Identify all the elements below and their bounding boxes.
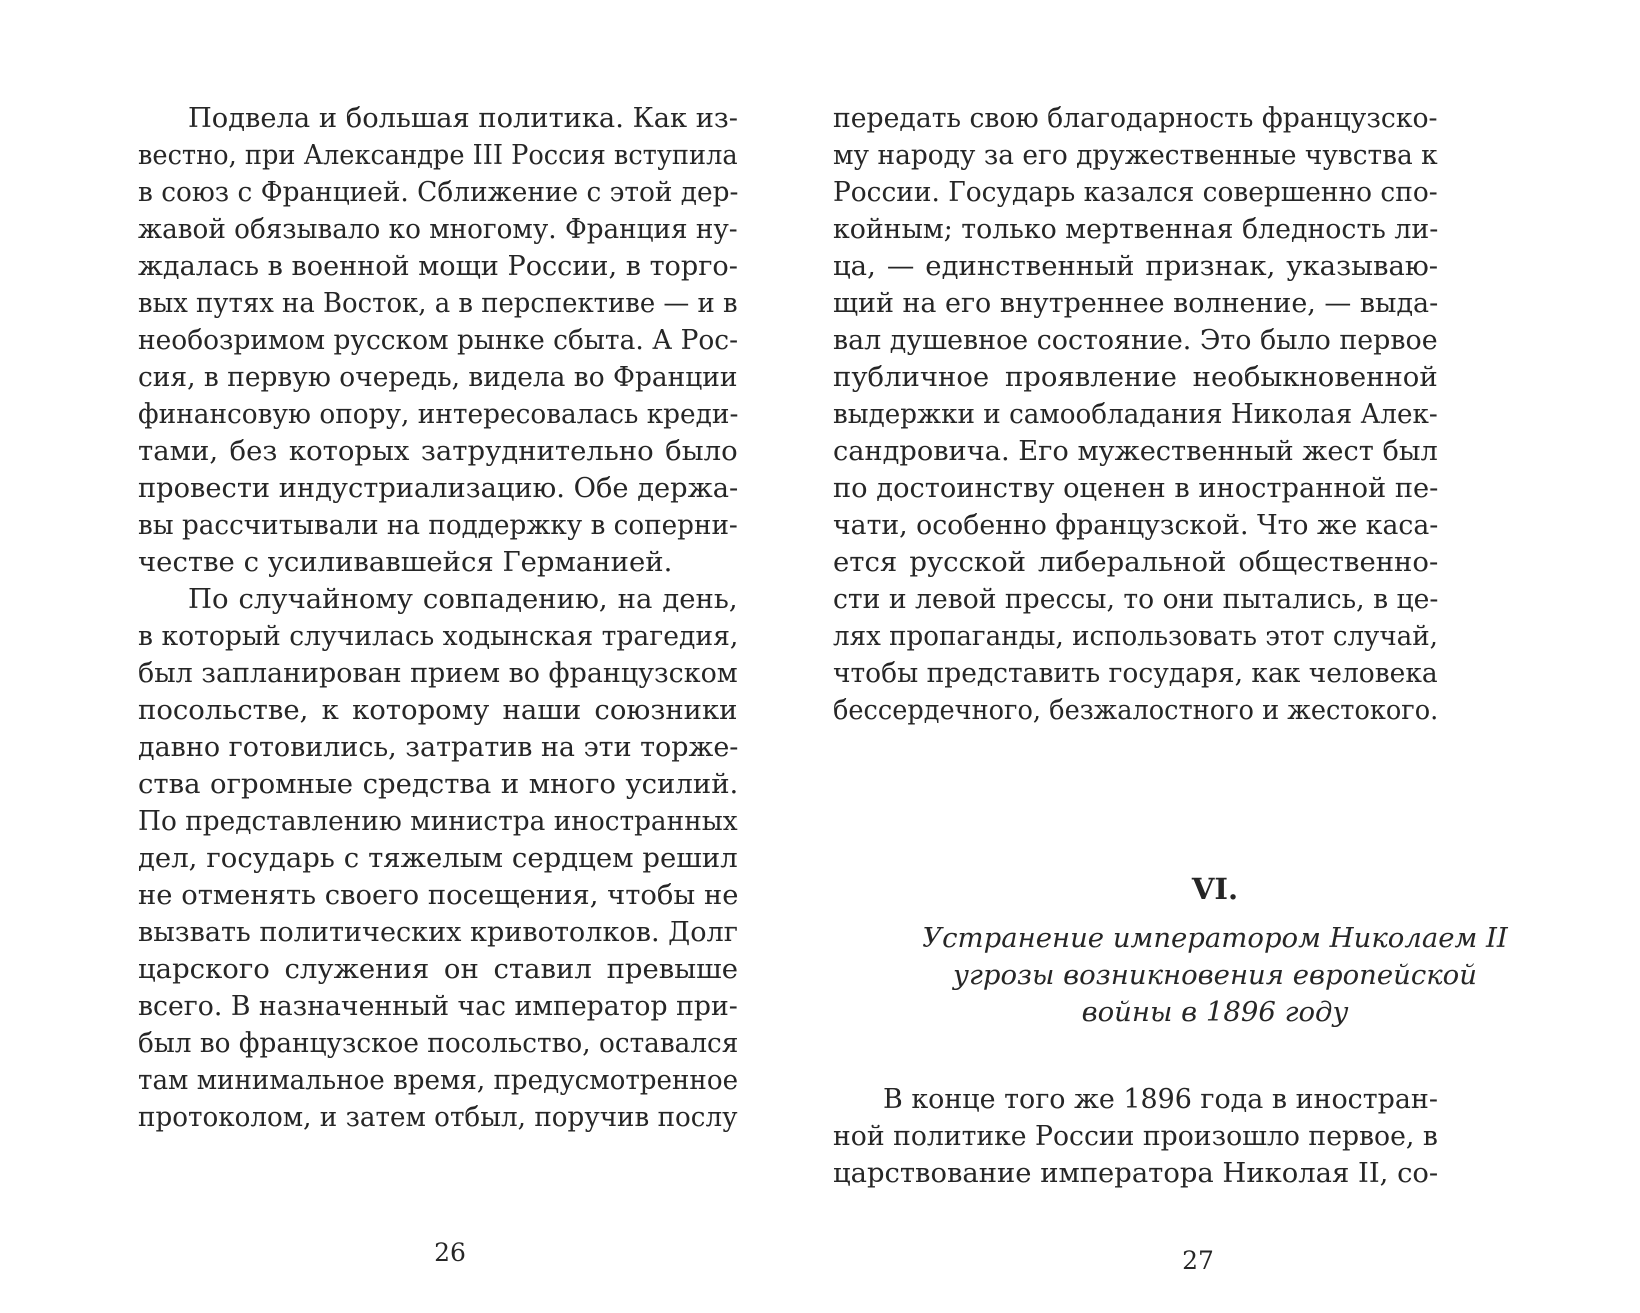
text-line: там минимальное время, предусмотренное	[138, 1064, 739, 1096]
text-line: вал душевное состояние. Это было первое	[833, 324, 1438, 356]
text-line: провести индустриализацию. Обе держа-	[138, 472, 739, 504]
right-page-number: 27	[1182, 1246, 1214, 1275]
text-line: был запланирован прием во французском	[138, 657, 738, 689]
text-line: посольстве, к которому наши союзники	[138, 694, 738, 726]
text-line: койным; только мертвенная бледность ли-	[833, 213, 1439, 245]
text-line: вызвать политических кривотолков. Долг	[138, 916, 738, 948]
text-line: бессердечного, безжалостного и жестокого.	[833, 694, 1439, 726]
text-line: выдержки и самообладания Николая Алек-	[833, 398, 1438, 430]
text-line: публичное проявление необыкновенной	[833, 361, 1438, 393]
text-line: ной политике России произошло первое, в	[833, 1120, 1438, 1152]
text-line: России. Государь казался совершенно спо-	[833, 176, 1438, 208]
text-line: честве с усиливавшейся Германией.	[138, 546, 673, 578]
text-line: ется русской либеральной общественно-	[833, 546, 1439, 578]
text-line: давно готовились, затратив на эти торже-	[138, 731, 739, 763]
text-line: передать свою благодарность французско-	[833, 102, 1438, 134]
text-line: му народу за его дружественные чувства к	[833, 139, 1438, 171]
text-line: сти и левой прессы, то они пытались, в це-	[833, 583, 1439, 615]
chapter-title-line: войны в 1896 году	[1081, 996, 1349, 1028]
text-line: чати, особенно французской. Что же каса-	[833, 509, 1439, 541]
text-line: не отменять своего посещения, чтобы не	[138, 879, 739, 911]
text-line: по достоинству оценен в иностранной пе-	[833, 472, 1439, 504]
chapter-title-line: угрозы возникновения европейской	[953, 959, 1477, 991]
text-line: лях пропаганды, использовать этот случай,	[833, 620, 1438, 652]
text-line: вестно, при Александре III Россия вступила	[138, 139, 738, 171]
text-line: чтобы представить государя, как человека	[833, 657, 1438, 689]
chapter-number: VI.	[1191, 872, 1239, 906]
left-page-number: 26	[434, 1238, 466, 1267]
right-page	[820, 0, 1640, 1313]
text-line: ства огромные средства и много усилий.	[138, 768, 739, 800]
text-line: вы рассчитывали на поддержку в соперни-	[138, 509, 738, 541]
text-line: необозримом русском рынке сбыта. А Рос-	[138, 324, 739, 356]
text-line: финансовую опору, интересовалась креди-	[138, 398, 739, 430]
text-line: протоколом, и затем отбыл, поручив послу	[138, 1101, 738, 1133]
chapter-title-line: Устранение императором Николаем II	[922, 922, 1508, 954]
text-line: дел, государь с тяжелым сердцем решил	[138, 842, 738, 874]
text-line: царского служения он ставил превыше	[138, 953, 738, 985]
text-line: жавой обязывало ко многому. Франция ну-	[138, 213, 738, 245]
text-line: всего. В назначенный час император при-	[138, 990, 738, 1022]
text-line: По представлению министра иностранных	[138, 805, 738, 837]
text-line: щий на его внутреннее волнение, — выда-	[833, 287, 1439, 319]
text-line: был во французское посольство, оставался	[138, 1027, 739, 1059]
text-line: вых путях на Восток, а в перспективе — и в	[138, 287, 738, 319]
text-line: По случайному совпадению, на день,	[188, 583, 738, 615]
text-line: сандровича. Его мужественный жест был	[833, 435, 1438, 467]
text-line: Подвела и большая политика. Как из-	[188, 102, 739, 134]
text-line: в союз с Францией. Сближение с этой дер-	[138, 176, 739, 208]
text-line: сия, в первую очередь, видела во Франции	[138, 361, 738, 393]
text-line: в который случилась ходынская трагедия,	[138, 620, 739, 652]
text-line: ца, — единственный признак, указываю-	[833, 250, 1439, 282]
text-line: В конце того же 1896 года в иностран-	[883, 1083, 1438, 1115]
text-line: тами, без которых затруднительно было	[138, 435, 738, 467]
text-line: царствование императора Николая II, со-	[833, 1157, 1439, 1189]
text-line: ждалась в военной мощи России, в торго-	[138, 250, 738, 282]
